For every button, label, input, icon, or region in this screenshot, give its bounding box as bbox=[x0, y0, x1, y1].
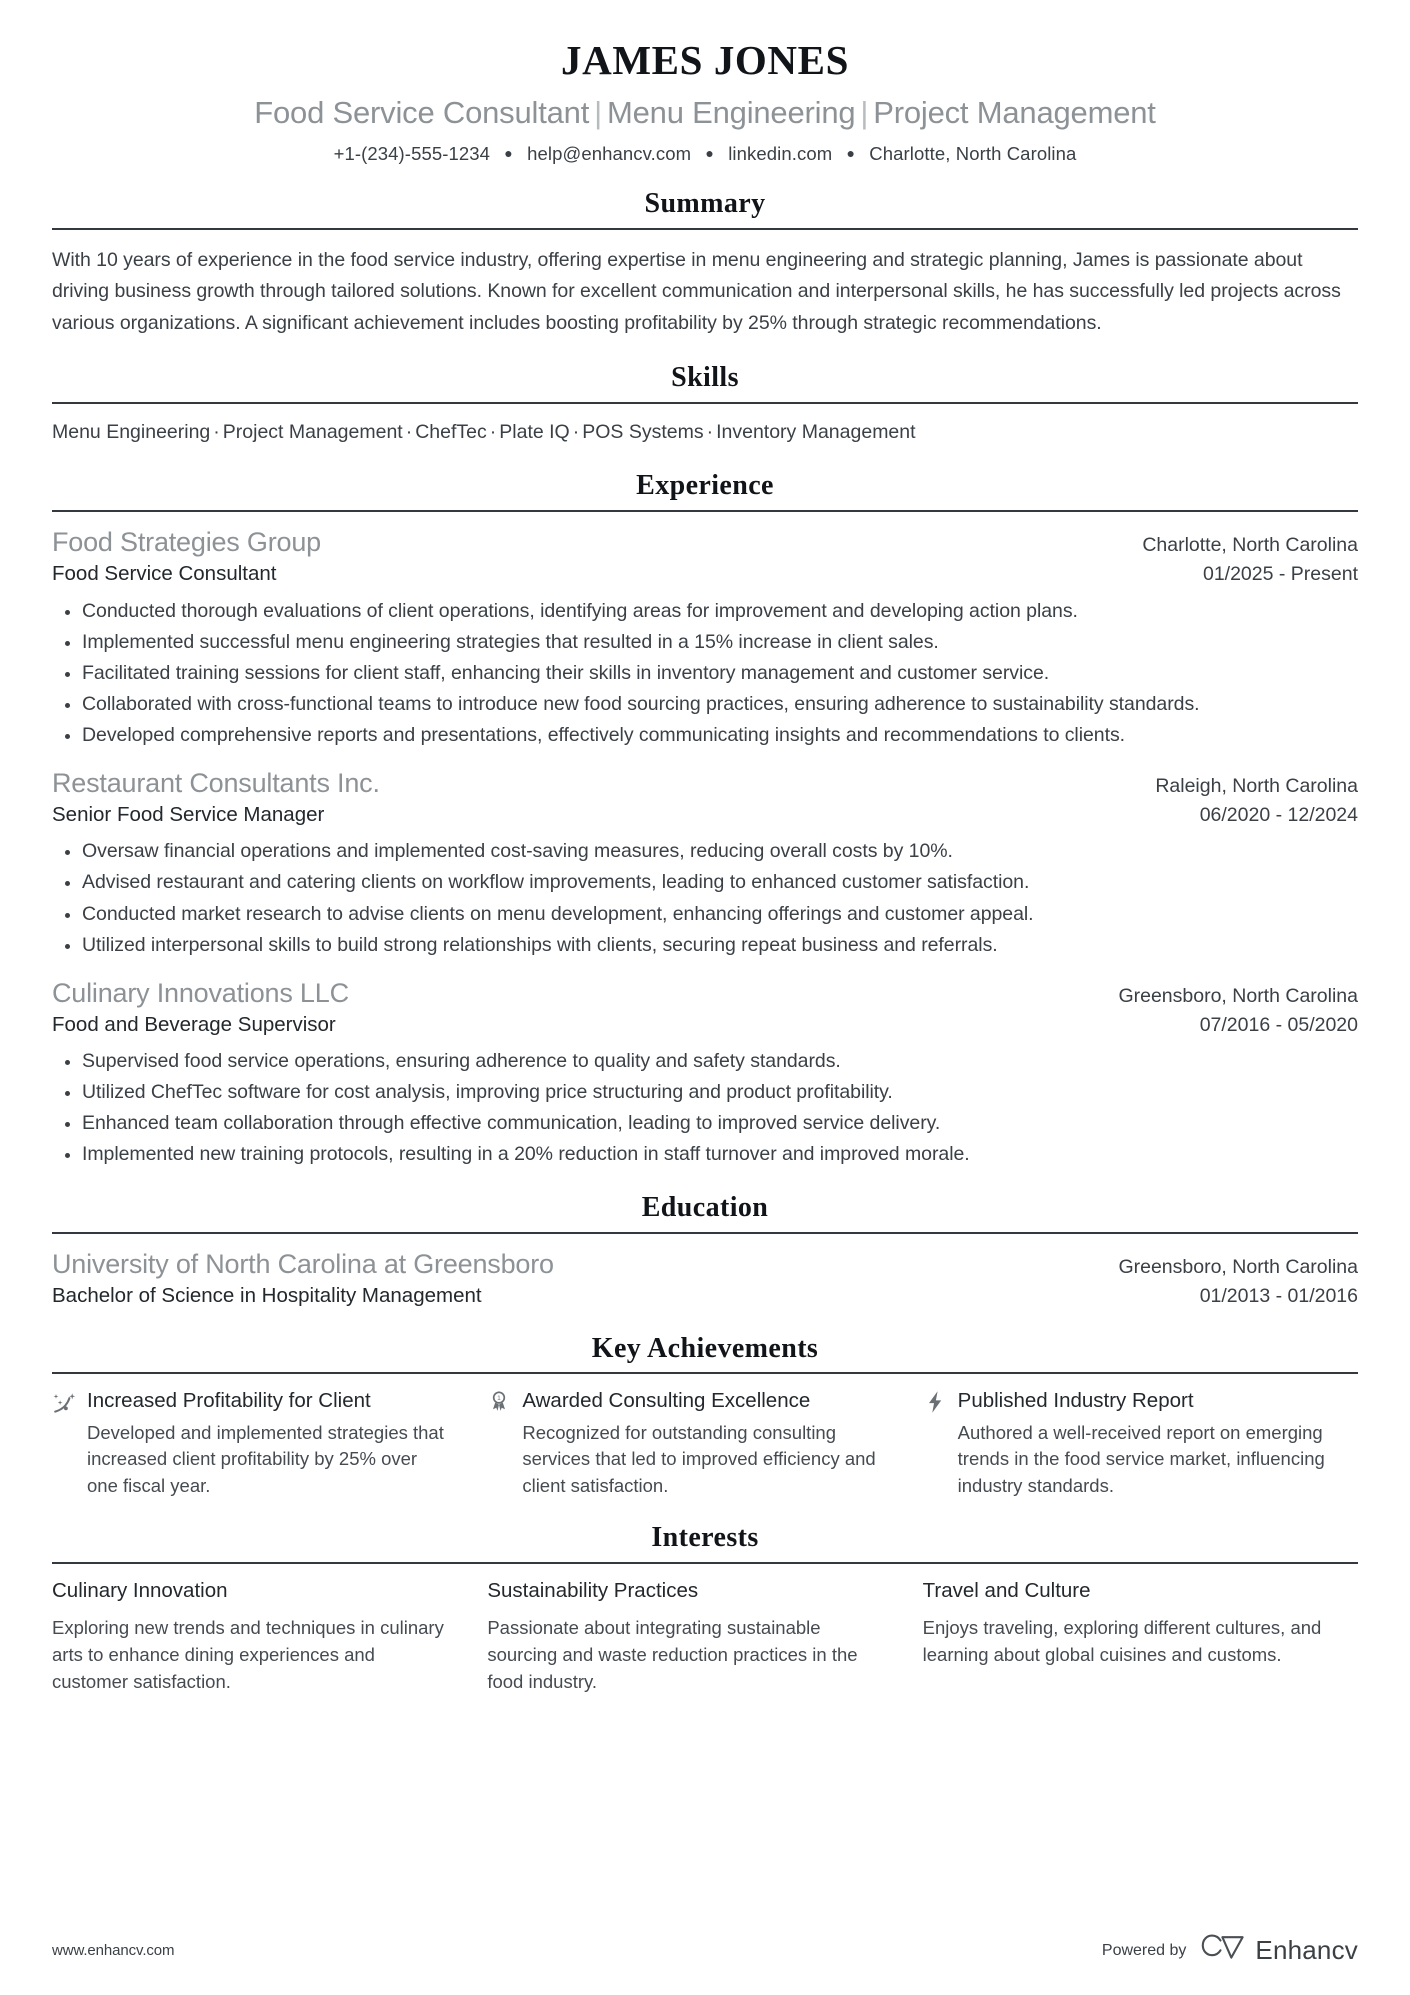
headline-part-2: Menu Engineering bbox=[606, 95, 856, 131]
skill-item: ChefTec bbox=[415, 421, 487, 444]
education-entry bbox=[52, 1247, 1358, 1310]
job-dates: 06/2020 - 12/2024 bbox=[1199, 803, 1358, 826]
section-title-education: Education bbox=[641, 1192, 769, 1224]
skill-item: Menu Engineering bbox=[52, 421, 211, 444]
experience-entry-role bbox=[52, 561, 1358, 588]
section-divider bbox=[52, 1562, 1358, 1564]
key-achievement-header bbox=[487, 1388, 882, 1414]
headline-part-1: Food Service Consultant bbox=[254, 95, 590, 131]
section-title-experience: Experience bbox=[636, 470, 774, 502]
experience-entry-role bbox=[52, 1012, 1358, 1039]
headline-part-3: Project Management bbox=[873, 95, 1156, 131]
footer-branding bbox=[1102, 1934, 1358, 1967]
key-achievement-list bbox=[52, 1388, 1358, 1499]
enhancv-brand-name: Enhancv bbox=[1255, 1935, 1358, 1965]
institution-name: University of North Carolina at Greensboro bbox=[52, 1249, 554, 1280]
section-interests bbox=[52, 1521, 1358, 1694]
skill-separator: · bbox=[405, 421, 413, 444]
experience-bullet: Conducted thorough evaluations of client operations, identifying areas for improvement and developing action plans. bbox=[52, 597, 1358, 626]
company-name: Food Strategies Group bbox=[52, 526, 321, 557]
enhancv-brand[interactable] bbox=[1201, 1934, 1358, 1967]
headline-separator-2: | bbox=[860, 95, 869, 131]
section-divider bbox=[52, 402, 1358, 404]
job-title: Food and Beverage Supervisor bbox=[52, 1012, 336, 1036]
section-title-key-achievements: Key Achievements bbox=[591, 1332, 819, 1364]
section-education bbox=[52, 1191, 1358, 1309]
key-achievement-title: Awarded Consulting Excellence bbox=[522, 1389, 811, 1413]
contact-phone: +1-(234)-555-1234 bbox=[333, 143, 491, 164]
experience-bullet-list bbox=[52, 1047, 1358, 1169]
key-achievement-header bbox=[923, 1388, 1358, 1414]
skill-separator: · bbox=[706, 421, 714, 444]
company-location: Charlotte, North Carolina bbox=[1142, 533, 1358, 556]
interest-title: Sustainability Practices bbox=[487, 1579, 699, 1603]
key-achievement-description: Developed and implemented strategies that increased client profitability by 25% over one fiscal year. bbox=[87, 1421, 444, 1496]
experience-entry-list bbox=[52, 525, 1358, 1170]
contact-bullet-separator: ● bbox=[846, 145, 856, 161]
experience-bullet: Advised restaurant and catering clients on workflow improvements, leading to enhanced customer satisfaction. bbox=[52, 868, 1358, 897]
powered-by-label: Powered by bbox=[1101, 1941, 1187, 1959]
interest-description: Exploring new trends and techniques in culinary arts to enhance dining experiences and customer satisfaction. bbox=[52, 1616, 444, 1692]
section-divider bbox=[52, 1372, 1358, 1374]
experience-bullet: Utilized interpersonal skills to build strong relationships with clients, securing repeat business and referrals. bbox=[52, 931, 1358, 960]
page-footer bbox=[52, 1934, 1358, 1967]
experience-bullet-list bbox=[52, 597, 1358, 750]
key-achievement-item bbox=[52, 1388, 487, 1499]
key-achievement-item bbox=[487, 1388, 922, 1499]
section-title-interests: Interests bbox=[651, 1522, 759, 1554]
experience-entry bbox=[52, 766, 1358, 960]
experience-bullet: Collaborated with cross-functional teams to introduce new food sourcing practices, ensuring adherence to sustainability standards. bbox=[52, 690, 1358, 719]
interest-item bbox=[52, 1578, 487, 1695]
company-location: Raleigh, North Carolina bbox=[1155, 774, 1358, 797]
key-achievement-item bbox=[923, 1388, 1358, 1499]
interest-title: Travel and Culture bbox=[922, 1579, 1091, 1603]
key-achievement-title: Published Industry Report bbox=[957, 1389, 1194, 1413]
section-title-skills: Skills bbox=[671, 362, 739, 394]
experience-bullet: Enhanced team collaboration through effective communication, leading to improved service delivery. bbox=[52, 1109, 1358, 1138]
key-achievement-title: Increased Profitability for Client bbox=[87, 1389, 371, 1413]
education-entry-degree bbox=[52, 1283, 1358, 1310]
section-divider bbox=[52, 228, 1358, 230]
contact-line bbox=[52, 142, 1358, 165]
contact-location: Charlotte, North Carolina bbox=[869, 143, 1077, 164]
full-name: JAMES JONES bbox=[561, 37, 849, 83]
job-title: Senior Food Service Manager bbox=[52, 802, 325, 826]
section-summary bbox=[52, 187, 1358, 339]
skill-item: Plate IQ bbox=[499, 421, 570, 444]
svg-text:1: 1 bbox=[497, 1394, 502, 1402]
job-title: Food Service Consultant bbox=[52, 561, 277, 585]
experience-bullet: Utilized ChefTec software for cost analysis, improving price structuring and product profitability. bbox=[52, 1078, 1358, 1107]
company-name: Culinary Innovations LLC bbox=[52, 977, 349, 1008]
section-title-summary: Summary bbox=[644, 188, 766, 220]
experience-bullet: Oversaw financial operations and implemented cost-saving measures, reducing overall costs by 10%. bbox=[52, 837, 1358, 866]
section-divider bbox=[52, 1232, 1358, 1234]
enhancv-cv-monogram-icon bbox=[1201, 1934, 1245, 1967]
contact-bullet-separator: ● bbox=[705, 145, 714, 161]
interest-description: Enjoys traveling, exploring different cultures, and learning about global cuisines and customs. bbox=[922, 1616, 1322, 1665]
contact-bullet-separator: ● bbox=[504, 145, 513, 161]
experience-bullet: Conducted market research to advise clients on menu development, enhancing offerings and customer appeal. bbox=[52, 900, 1358, 929]
company-name: Restaurant Consultants Inc. bbox=[52, 767, 380, 798]
award-medal-icon bbox=[487, 1388, 511, 1414]
experience-entry-role bbox=[52, 802, 1358, 829]
footer-website-url[interactable]: www.enhancv.com bbox=[52, 1942, 175, 1959]
experience-entry-header bbox=[52, 766, 1358, 800]
lightning-bolt-icon bbox=[923, 1388, 947, 1414]
education-entry-header bbox=[52, 1247, 1358, 1281]
experience-bullet: Supervised food service operations, ensuring adherence to quality and safety standards. bbox=[52, 1047, 1358, 1076]
experience-entry-header bbox=[52, 525, 1358, 559]
summary-text: With 10 years of experience in the food service industry, offering expertise in menu engineering and strategic planning, James is passionate about driving business growth through tailored solutions. Known for excellent communication and interpersonal skills, he has successfully led projects across various organizations. A significant achievement includes boosting profitability by 25% through strategic recommendations. bbox=[52, 248, 1341, 334]
experience-bullet: Developed comprehensive reports and presentations, effectively communicating insights and recommendations to clients. bbox=[52, 721, 1358, 750]
skill-item: Project Management bbox=[222, 421, 403, 444]
company-location: Greensboro, North Carolina bbox=[1118, 984, 1358, 1007]
interest-item bbox=[923, 1578, 1358, 1695]
interest-description: Passionate about integrating sustainable sourcing and waste reduction practices in the food industry. bbox=[487, 1616, 858, 1692]
degree-dates: 01/2013 - 01/2016 bbox=[1199, 1285, 1358, 1308]
section-divider bbox=[52, 510, 1358, 512]
trending-up-sparkle-icon bbox=[52, 1388, 76, 1414]
section-experience bbox=[52, 469, 1358, 1169]
education-entry-list bbox=[52, 1247, 1358, 1310]
contact-email[interactable]: help@enhancv.com bbox=[527, 143, 692, 164]
job-dates: 07/2016 - 05/2020 bbox=[1199, 1013, 1358, 1036]
experience-entry bbox=[52, 525, 1358, 750]
key-achievement-description: Recognized for outstanding consulting services that led to improved efficiency and client satisfaction. bbox=[522, 1421, 876, 1496]
section-key-achievements bbox=[52, 1332, 1358, 1500]
skills-list bbox=[52, 418, 1358, 447]
experience-bullet: Facilitated training sessions for client staff, enhancing their skills in inventory management and customer service. bbox=[52, 659, 1358, 688]
experience-bullet: Implemented new training protocols, resulting in a 20% reduction in staff turnover and improved morale. bbox=[52, 1140, 1358, 1169]
skill-item: POS Systems bbox=[582, 421, 704, 444]
skill-separator: · bbox=[572, 421, 580, 444]
section-skills bbox=[52, 361, 1358, 447]
skill-separator: · bbox=[213, 421, 220, 444]
interest-item bbox=[487, 1578, 922, 1695]
resume-header bbox=[52, 0, 1358, 165]
experience-entry bbox=[52, 976, 1358, 1170]
professional-headline bbox=[52, 94, 1358, 132]
skill-item: Inventory Management bbox=[716, 421, 916, 444]
interest-list bbox=[52, 1578, 1358, 1695]
degree-title: Bachelor of Science in Hospitality Management bbox=[52, 1284, 482, 1308]
skill-separator: · bbox=[489, 421, 497, 444]
experience-bullet: Implemented successful menu engineering strategies that resulted in a 15% increase in client sales. bbox=[52, 628, 1358, 657]
key-achievement-header bbox=[52, 1388, 447, 1414]
job-dates: 01/2025 - Present bbox=[1202, 562, 1358, 585]
headline-separator-1: | bbox=[594, 95, 602, 131]
interest-title: Culinary Innovation bbox=[52, 1579, 228, 1603]
experience-entry-header bbox=[52, 976, 1358, 1010]
institution-location: Greensboro, North Carolina bbox=[1118, 1256, 1358, 1279]
contact-linkedin[interactable]: linkedin.com bbox=[728, 143, 833, 164]
experience-bullet-list bbox=[52, 837, 1358, 959]
key-achievement-description: Authored a well-received report on emerging trends in the food service market, influencing industry standards. bbox=[957, 1421, 1325, 1496]
